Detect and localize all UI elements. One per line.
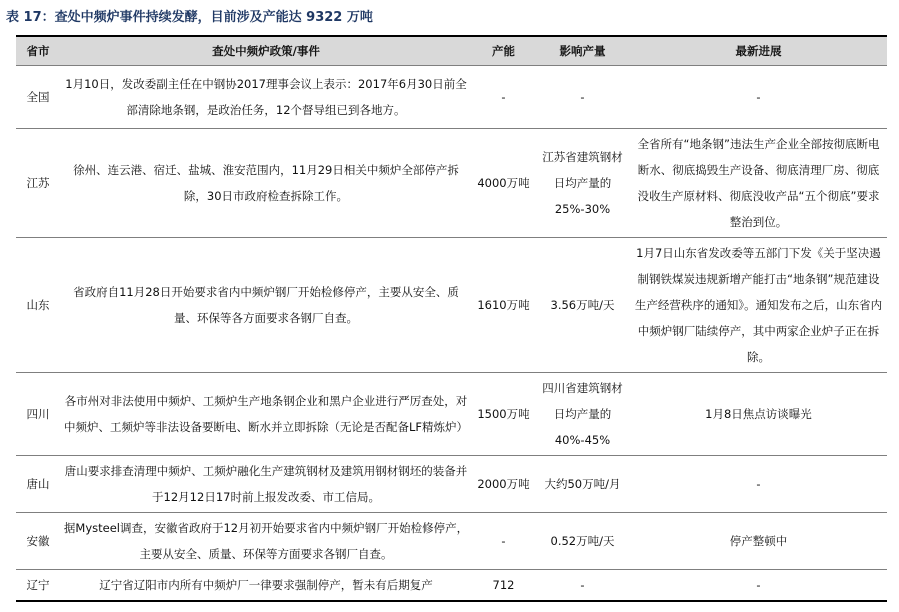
table-row	[16, 238, 887, 373]
impact-cell: 四川省建筑钢材日均产量的40%-45%	[535, 373, 630, 456]
table-row	[16, 570, 887, 602]
header-policy: 查处中频炉政策/事件	[60, 36, 472, 66]
header-impact: 影响产量	[535, 36, 630, 66]
capacity-cell: -	[472, 66, 535, 129]
impact-cell: 0.52万吨/天	[535, 513, 630, 570]
table-caption: 表 17：查处中频炉事件持续发酵，目前涉及产能达 9322 万吨	[6, 10, 373, 25]
frequency-furnace-table	[16, 35, 887, 602]
table-row	[16, 66, 887, 129]
progress-cell: 停产整顿中	[630, 513, 887, 570]
policy-cell: 唐山要求排查清理中频炉、工频炉融化生产建筑钢材及建筑用钢材钢坯的装备并于12月12日17时前上报发改委、市工信局。	[60, 456, 472, 513]
impact-cell: 江苏省建筑钢材日均产量的25%-30%	[535, 129, 630, 238]
progress-cell: 1月8日焦点访谈曝光	[630, 373, 887, 456]
policy-cell: 徐州、连云港、宿迁、盐城、淮安范围内，11月29日相关中频炉全部停产拆除，30日市政府检查拆除工作。	[60, 129, 472, 238]
province-cell: 江苏	[16, 129, 60, 238]
province-cell: 辽宁	[16, 570, 60, 602]
header-capacity: 产能	[472, 36, 535, 66]
impact-cell: 大约50万吨/月	[535, 456, 630, 513]
province-cell: 山东	[16, 238, 60, 373]
impact-cell: 3.56万吨/天	[535, 238, 630, 373]
policy-cell: 辽宁省辽阳市内所有中频炉厂一律要求强制停产，暂未有后期复产	[60, 570, 472, 602]
capacity-cell: -	[472, 513, 535, 570]
table-row	[16, 129, 887, 238]
capacity-cell: 2000万吨	[472, 456, 535, 513]
table-row	[16, 513, 887, 570]
progress-cell: 1月7日山东省发改委等五部门下发《关于坚决遏制钢铁煤炭违规新增产能打击“地条钢”规范建设生产经营秩序的通知》。通知发布之后，山东省内中频炉钢厂陆续停产，其中两家企业炉子正在拆除。	[630, 238, 887, 373]
capacity-cell: 1500万吨	[472, 373, 535, 456]
province-cell: 安徽	[16, 513, 60, 570]
table-row	[16, 373, 887, 456]
impact-cell: -	[535, 66, 630, 129]
progress-cell: 全省所有“地条钢”违法生产企业全部按彻底断电断水、彻底捣毁生产设备、彻底清理厂房、彻底没收生产原材料、彻底没收产品“五个彻底”要求整治到位。	[630, 129, 887, 238]
header-province: 省市	[16, 36, 60, 66]
progress-cell: -	[630, 66, 887, 129]
capacity-cell: 712	[472, 570, 535, 602]
policy-cell: 各市州对非法使用中频炉、工频炉生产地条钢企业和黑户企业进行严厉查处，对中频炉、工频炉等非法设备要断电、断水并立即拆除（无论是否配备LF精炼炉）	[60, 373, 472, 456]
policy-cell: 1月10日，发改委副主任在中钢协2017理事会议上表示：2017年6月30日前全部清除地条钢，是政治任务，12个督导组已到各地方。	[60, 66, 472, 129]
province-cell: 全国	[16, 66, 60, 129]
province-cell: 唐山	[16, 456, 60, 513]
table-row	[16, 456, 887, 513]
province-cell: 四川	[16, 373, 60, 456]
header-progress: 最新进展	[630, 36, 887, 66]
policy-cell: 据Mysteel调查，安徽省政府于12月初开始要求省内中频炉钢厂开始检修停产，主要从安全、质量、环保等方面要求各钢厂自查。	[60, 513, 472, 570]
policy-cell: 省政府自11月28日开始要求省内中频炉钢厂开始检修停产，主要从安全、质量、环保等各方面要求各钢厂自查。	[60, 238, 472, 373]
progress-cell: -	[630, 456, 887, 513]
impact-cell: -	[535, 570, 630, 602]
header-row	[16, 36, 887, 66]
progress-cell: -	[630, 570, 887, 602]
capacity-cell: 1610万吨	[472, 238, 535, 373]
capacity-cell: 4000万吨	[472, 129, 535, 238]
